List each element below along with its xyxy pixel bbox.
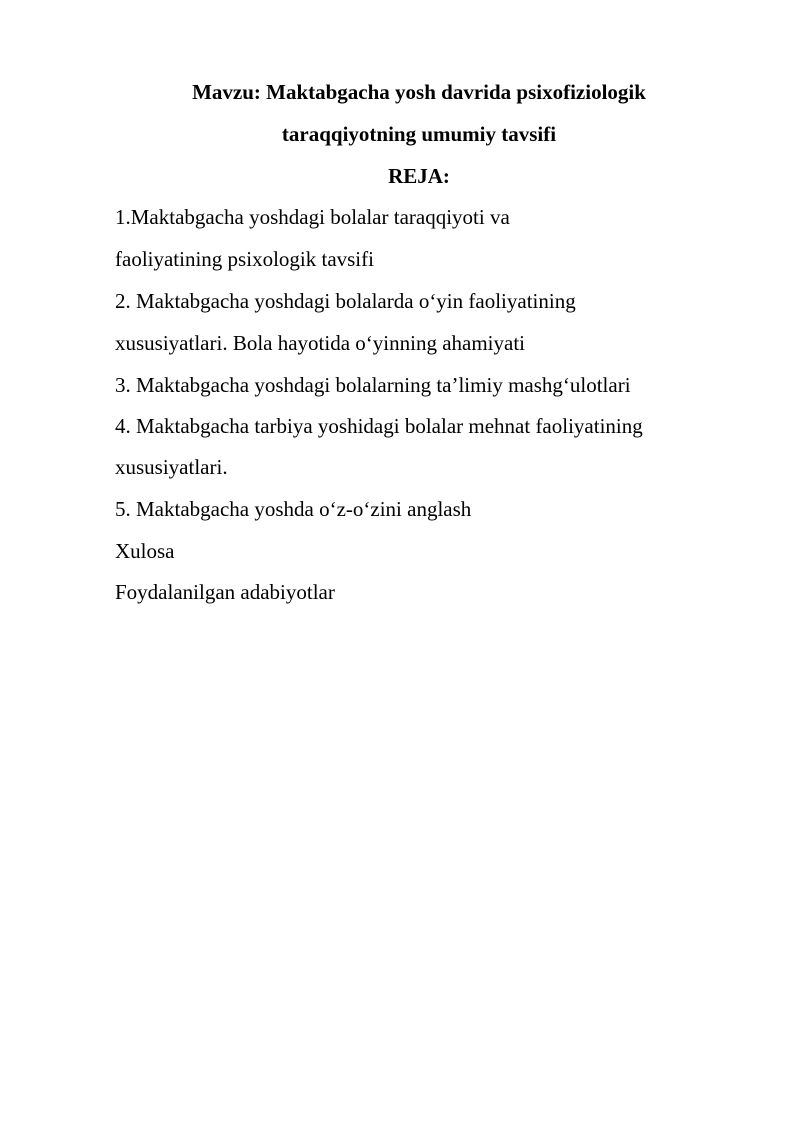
plan-item-4-line-1: 4. Maktabgacha tarbiya yoshidagi bolalar mehnat faoliyatining bbox=[115, 414, 643, 438]
document-title-line-2: taraqqiyotning umumiy tavsifi bbox=[281, 122, 557, 146]
plan-item-1-line-2: faoliyatining psixologik tavsifi bbox=[115, 247, 374, 271]
plan-item-conclusion: Xulosa bbox=[115, 539, 175, 563]
plan-item-3: 3. Maktabgacha yoshdagi bolalarning ta’limiy mashg‘ulotlari bbox=[115, 373, 631, 397]
plan-item-2-line-2: xususiyatlari. Bola hayotida o‘yinning ahamiyati bbox=[115, 331, 526, 355]
plan-item-1-line-1: 1.Maktabgacha yoshdagi bolalar taraqqiyoti va bbox=[115, 205, 510, 229]
plan-item-5: 5. Maktabgacha yoshda o‘z-o‘zini anglash bbox=[115, 497, 472, 521]
plan-heading: REJA: bbox=[388, 164, 450, 188]
plan-item-2-line-1: 2. Maktabgacha yoshdagi bolalarda o‘yin faoliyatining bbox=[115, 289, 576, 313]
plan-item-4-line-2: xususiyatlari. bbox=[115, 455, 228, 479]
document-title-line-1: Mavzu: Maktabgacha yosh davrida psixofiziologik bbox=[192, 80, 646, 104]
plan-item-references: Foydalanilgan adabiyotlar bbox=[115, 580, 335, 604]
